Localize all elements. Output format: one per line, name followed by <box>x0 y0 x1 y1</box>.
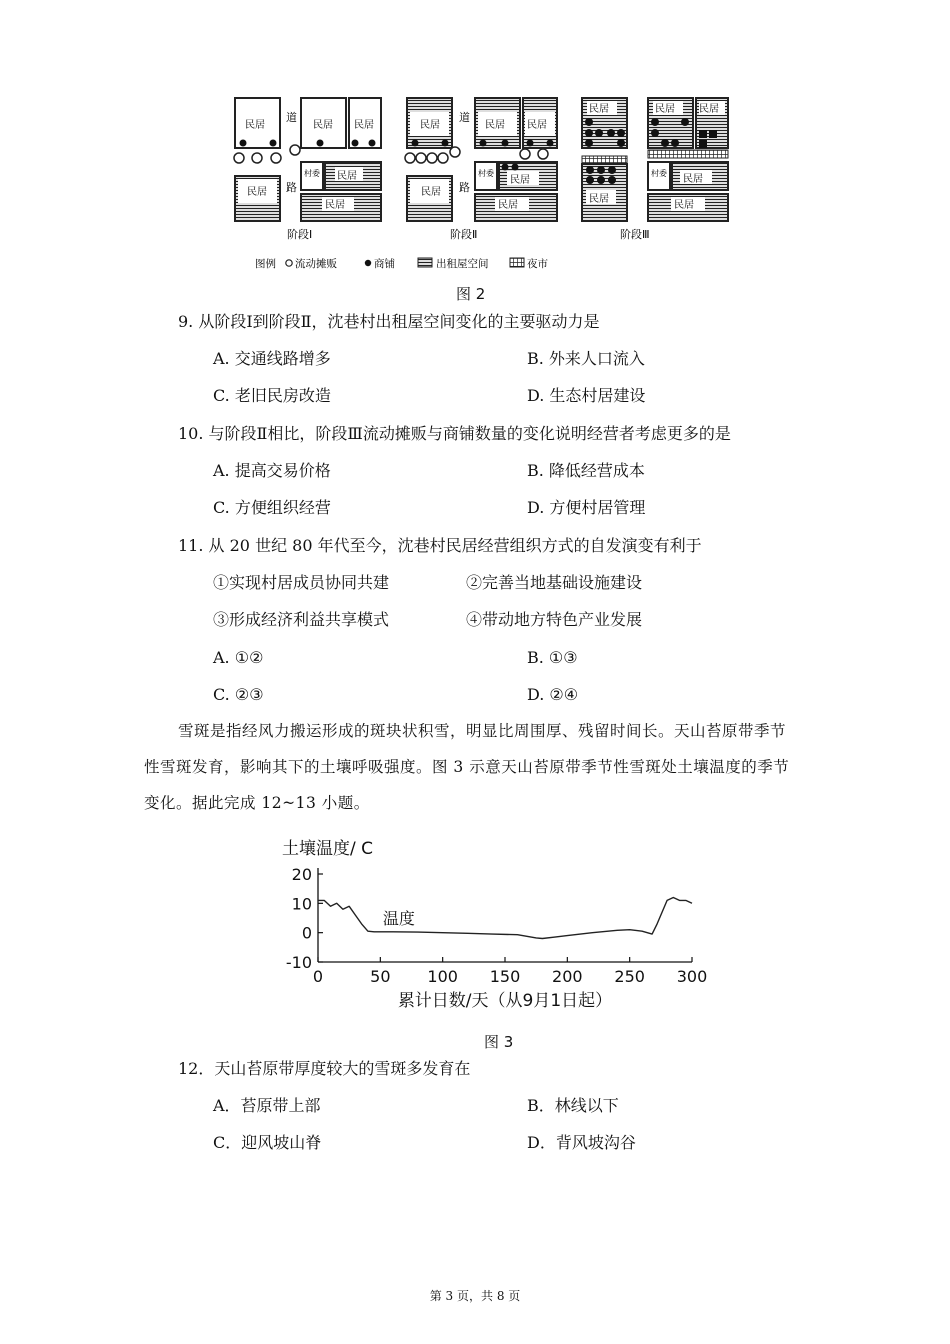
svg-text:村委: 村委 <box>651 169 667 178</box>
figure-2-legend <box>255 257 548 270</box>
q12-option-d: D．背风坡沟谷 <box>527 1133 636 1152</box>
q12-option-a: A．苔原带上部 <box>213 1096 321 1115</box>
y-tick-label: 0 <box>301 923 312 943</box>
q9-option-b: B. 外来人口流入 <box>527 349 645 368</box>
q9-option-d: D. 生态村居建设 <box>527 386 646 405</box>
svg-text:民居: 民居 <box>655 104 675 115</box>
passage-line-1: 雪斑是指经风力搬运形成的斑块状积雪，明显比周围厚、残留时间长。天山苔原带季节 <box>178 722 787 740</box>
svg-text:民居: 民居 <box>589 194 609 205</box>
q11-option-a: A. ①② <box>213 648 264 667</box>
svg-text:民居: 民居 <box>354 120 374 131</box>
svg-text:民居: 民居 <box>699 104 719 115</box>
stage-3-map <box>582 98 728 241</box>
svg-text:民居: 民居 <box>498 200 518 211</box>
house-label: 民居 <box>245 120 265 131</box>
y-tick-label: -10 <box>285 953 312 972</box>
svg-text:民居: 民居 <box>421 187 441 198</box>
x-tick-label: 150 <box>489 967 521 986</box>
series-line-0 <box>318 898 692 939</box>
x-axis-label: 累计日数/天（从9月1日起） <box>397 991 613 1011</box>
stage-2-map <box>405 98 557 241</box>
q11-statement-1: ①实现村居成员协同共建 <box>213 573 390 592</box>
svg-text:图例: 图例 <box>255 258 276 270</box>
question-9-stem: 9. 从阶段Ⅰ到阶段Ⅱ，沈巷村出租屋空间变化的主要驱动力是 <box>178 312 600 331</box>
figure-2-diagram <box>225 90 745 275</box>
figure-2-caption: 图 2 <box>456 285 486 303</box>
svg-text:夜市: 夜市 <box>527 258 548 270</box>
question-12-stem: 12．天山苔原带厚度较大的雪斑多发育在 <box>178 1059 471 1078</box>
svg-text:路: 路 <box>459 181 470 194</box>
q11-statement-4: ④带动地方特色产业发展 <box>466 610 643 629</box>
svg-text:出租屋空间: 出租屋空间 <box>436 258 489 270</box>
x-tick-label: 0 <box>312 967 324 986</box>
svg-text:民居: 民居 <box>485 120 505 131</box>
road-label: 路 <box>286 181 297 194</box>
stage-2-label: 阶段Ⅱ <box>450 228 478 241</box>
svg-text:商铺: 商铺 <box>374 258 395 270</box>
q12-option-b: B．林线以下 <box>527 1096 619 1115</box>
x-tick-label: 200 <box>552 967 583 986</box>
q11-option-b: B. ①③ <box>527 648 578 667</box>
q10-option-a: A. 提高交易价格 <box>213 461 331 480</box>
q9-option-a: A. 交通线路增多 <box>213 349 331 368</box>
road-label: 道 <box>286 111 297 124</box>
y-axis-label: 土壤温度/ C <box>282 839 374 859</box>
figure-3-caption: 图 3 <box>484 1033 514 1051</box>
q9-option-c: C. 老旧民房改造 <box>213 386 331 405</box>
svg-text:村委: 村委 <box>478 169 494 178</box>
svg-text:民居: 民居 <box>337 171 357 182</box>
svg-text:民居: 民居 <box>420 120 440 131</box>
svg-text:民居: 民居 <box>683 174 703 185</box>
q11-option-c: C. ②③ <box>213 685 264 704</box>
svg-text:民居: 民居 <box>313 120 333 131</box>
stage-3-label: 阶段Ⅲ <box>620 228 650 241</box>
svg-text:民居: 民居 <box>325 200 345 211</box>
x-tick-label: 250 <box>614 967 645 986</box>
svg-text:流动摊贩: 流动摊贩 <box>295 258 337 270</box>
svg-text:民居: 民居 <box>674 200 694 211</box>
question-11-stem: 11. 从 20 世纪 80 年代至今，沈巷村民居经营组织方式的自发演变有利于 <box>178 536 702 555</box>
x-tick-label: 100 <box>427 967 458 986</box>
q10-option-d: D. 方便村居管理 <box>527 498 646 517</box>
page-footer: 第 3 页，共 8 页 <box>429 1289 521 1303</box>
svg-text:民居: 民居 <box>527 120 547 131</box>
figure-3-chart <box>270 832 730 1022</box>
x-tick-label: 300 <box>676 967 708 986</box>
q12-option-c: C．迎风坡山脊 <box>213 1133 322 1152</box>
svg-text:民居: 民居 <box>510 175 530 186</box>
passage-line-2: 性雪斑发育，影响其下的土壤呼吸强度。图 3 示意天山苔原带季节性雪斑处土壤温度的季节 <box>144 758 790 776</box>
q11-option-d: D. ②④ <box>527 685 579 704</box>
q10-option-b: B. 降低经营成本 <box>527 461 645 480</box>
q11-statement-3: ③形成经济利益共享模式 <box>213 610 390 629</box>
svg-text:民居: 民居 <box>589 104 609 115</box>
passage-line-3: 变化。据此完成 12~13 小题。 <box>144 794 370 812</box>
y-tick-label: 10 <box>291 894 312 914</box>
svg-text:民居: 民居 <box>247 187 267 198</box>
question-10-stem: 10. 与阶段Ⅱ相比，阶段Ⅲ流动摊贩与商铺数量的变化说明经营者考虑更多的是 <box>178 424 731 443</box>
stage-1-map <box>234 98 381 241</box>
x-tick-label: 50 <box>370 967 391 986</box>
series-label: 温度 <box>382 908 415 928</box>
stage-1-label: 阶段Ⅰ <box>287 228 313 241</box>
village-committee-label: 村委 <box>304 169 320 178</box>
y-tick-label: 20 <box>291 865 312 884</box>
q11-statement-2: ②完善当地基础设施建设 <box>466 573 643 592</box>
q10-option-c: C. 方便组织经营 <box>213 498 331 517</box>
svg-text:道: 道 <box>459 111 470 124</box>
